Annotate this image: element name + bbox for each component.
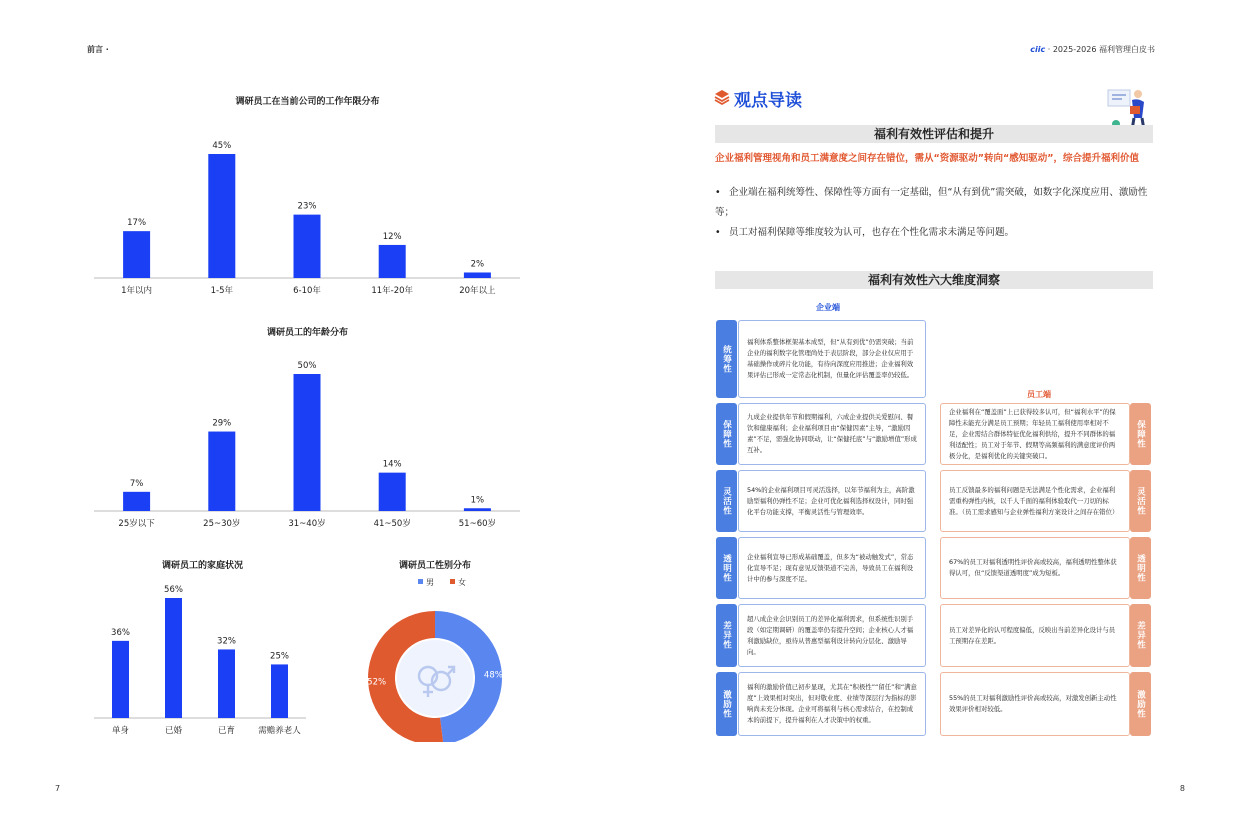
data-label: 12%: [382, 231, 402, 242]
bar: [112, 641, 129, 718]
category-label: 1-5年: [210, 286, 233, 296]
gender-donut-chart: [360, 572, 510, 742]
category-label: 51~60岁: [458, 519, 497, 529]
chart1-title: 调研员工在当前公司的工作年限分布: [235, 97, 380, 107]
band-title-2: 福利有效性六大维度洞察: [715, 271, 1153, 289]
employee-card-security: 企业福利在“覆盖面”上已获得较多认可，但“福利水平”的保障性未能充分满足员工预期；年轻员工福利使用率相对不足，企业需结合群体特征优化福利供给，提升不同群体的福利适配性；员工对于年节、假期等高频福利的满意度评价两极分化，是福利优化的关键突破口。: [940, 403, 1130, 465]
enterprise-card-incentive: 福利的激励价值已初步显现，尤其在“积极性”“留任”和“满意度”上效果相对突出，但对敬业度、业绩等深层行为指标的影响尚未充分体现。企业可将福利与核心需求结合，在控制成本的前提下，提升福利在人才决策中的权重。: [738, 672, 926, 736]
tag-emp-incentive: 激励性: [1130, 672, 1151, 736]
tag-coordination: 统筹性: [716, 320, 737, 398]
tag-flexibility: 灵活性: [716, 470, 737, 532]
category-label: 25~30岁: [203, 519, 241, 529]
page-header: [1030, 44, 1155, 55]
bar: [271, 664, 288, 718]
category-label: 单身: [111, 726, 130, 736]
header-title: 2025-2026 福利管理白皮书: [1052, 45, 1155, 54]
bullet-dot: •: [715, 187, 721, 198]
bar: [294, 374, 321, 511]
data-label: 23%: [297, 201, 317, 212]
chart4-title: 调研员工性别分布: [398, 561, 471, 571]
bar: [464, 508, 491, 511]
bullet-1: [715, 183, 1160, 223]
enterprise-card-transparency: 企业福利宣导已形成基础覆盖，但多为“被动触发式”，常态化宣导不足；现有意见反馈渠道不完善，导致员工在福利设计中的参与深度不足。: [738, 537, 926, 599]
page-header: 前言 ·: [87, 45, 109, 54]
data-label: 36%: [111, 627, 130, 638]
enterprise-label: 企业端: [816, 303, 840, 312]
data-label: 7%: [129, 478, 144, 489]
legend-swatch: [418, 579, 423, 584]
enterprise-card-security: 九成企业提供年节和假期福利，六成企业提供关爱慰问、餐饮和健康福利；企业福利项目由“保健因素”主导，“激励因素”不足，需强化协同联动，让“保健托底”与“激励增值”形成互补。: [738, 403, 926, 465]
data-label: 45%: [212, 141, 232, 151]
tag-emp-transparency: 透明性: [1130, 537, 1151, 599]
tag-emp-flexibility: 灵活性: [1130, 470, 1151, 532]
category-label: 41~50岁: [373, 519, 411, 529]
bar: [208, 432, 235, 511]
legend-label: 男: [426, 578, 434, 587]
slice-label: 48%: [483, 670, 503, 681]
category-label: 已育: [217, 726, 236, 736]
bar: [379, 245, 406, 278]
chart2-title: 调研员工的年龄分布: [266, 328, 348, 338]
category-label: 需赡养老人: [258, 726, 301, 736]
donut-center: [397, 640, 473, 716]
bar: [379, 473, 406, 511]
right-page: [620, 0, 1240, 833]
data-label: 32%: [217, 636, 236, 647]
bullet-text: 企业端在福利统筹性、保障性等方面有一定基础，但“从有到优”需突破，如数字化深度应用、激励性等；: [715, 187, 1148, 218]
tag-transparency: 透明性: [716, 537, 737, 599]
data-label: 29%: [212, 418, 232, 429]
bar: [218, 649, 235, 718]
chart3-title: 调研员工的家庭状况: [161, 561, 243, 571]
lead-statement: 企业福利管理视角和员工满意度之间存在错位，需从“资源驱动”转向“感知驱动”，综合提升福利价值: [715, 153, 1139, 164]
header-separator: ·: [1047, 45, 1051, 54]
bar: [123, 231, 150, 278]
category-label: 31~40岁: [288, 519, 326, 529]
tag-incentive: 激励性: [716, 672, 737, 736]
employee-card-transparency: 67%的员工对福利透明性评价高或较高，福利透明性整体获得认可，但“反馈渠道透明度”成为短板。: [940, 537, 1130, 599]
ciic-logo: ciic: [1030, 45, 1046, 54]
employee-card-flexibility: 员工反馈最多的福利问题是无法满足个性化需求，企业福利需重构弹性内核，以千人千面的福利体验取代一刀切的标准。（员工需求感知与企业弹性福利方案设计之间存在错位）: [940, 470, 1130, 532]
bar: [294, 215, 321, 278]
employee-card-differentiation: 员工对差异化的认可程度偏低，反映出当前差异化设计与员工预期存在差距。: [940, 604, 1130, 667]
tag-emp-differentiation: 差异性: [1130, 604, 1151, 667]
tag-emp-security: 保障性: [1130, 403, 1151, 465]
tenure-bar-chart: [90, 130, 530, 300]
category-label: 6-10年: [293, 286, 321, 296]
bar: [165, 598, 182, 718]
legend-swatch: [450, 579, 455, 584]
tag-security: 保障性: [716, 403, 737, 465]
band-title-1: 福利有效性评估和提升: [715, 125, 1153, 143]
legend-label: 女: [458, 578, 466, 587]
slice-label: 52%: [367, 677, 387, 688]
page-number: 7: [55, 784, 61, 793]
data-label: 14%: [382, 459, 402, 470]
category-label: 已婚: [164, 726, 183, 736]
data-label: 2%: [470, 259, 485, 270]
age-bar-chart: [90, 358, 530, 533]
employee-label: 员工端: [1027, 390, 1051, 399]
bar: [464, 272, 491, 278]
data-label: 1%: [470, 495, 485, 506]
enterprise-card-differentiation: 超八成企业会识别员工的差异化福利需求，但系统性识别手段（如定期调研）的覆盖率仍有提升空间；企业核心人才福利激励缺位，亟待从普惠型福利设计转向分层化、激励导向。: [738, 604, 926, 667]
page-number: 8: [1179, 784, 1185, 793]
category-label: 1年以内: [121, 286, 153, 296]
data-label: 25%: [270, 651, 289, 662]
tag-differentiation: 差异性: [716, 604, 737, 667]
category-label: 11年-20年: [371, 286, 414, 296]
bullet-2: [715, 223, 1160, 243]
enterprise-card-coordination: 福利体系整体框架基本成型，但“从有到优”仍需突破；当前企业的福利数字化管理尚处于表层阶段，部分企业仅应用于基础操作或碎片化功能，有待向深度应用推进；企业福利效果评估已形成一定常态化机制，但量化评估覆盖率仍较低。: [738, 320, 926, 398]
data-label: 17%: [127, 218, 147, 229]
category-label: 25岁以下: [118, 519, 155, 529]
section-title: 观点导读: [734, 91, 802, 111]
enterprise-card-flexibility: 54%的企业福利项目可灵活选择，以年节福利为主，高阶激励型福利仍弹性不足；企业可优化福利选择权设计，同时强化平台功能支撑，平衡灵活性与管理效率。: [738, 470, 926, 532]
data-label: 50%: [297, 361, 317, 371]
bar: [208, 154, 235, 278]
family-bar-chart: [90, 578, 315, 743]
bullet-text: 员工对福利保障等维度较为认可，也存在个性化需求未满足等问题。: [729, 227, 1015, 238]
data-label: 56%: [164, 585, 183, 595]
category-label: 20年以上: [459, 286, 496, 296]
layers-icon: [713, 88, 731, 106]
employee-card-incentive: 55%的员工对福利激励性评价高或较高，对激发创新主动性效果评价相对较低。: [940, 672, 1130, 736]
bar: [123, 492, 150, 511]
bullet-dot: •: [715, 227, 721, 238]
